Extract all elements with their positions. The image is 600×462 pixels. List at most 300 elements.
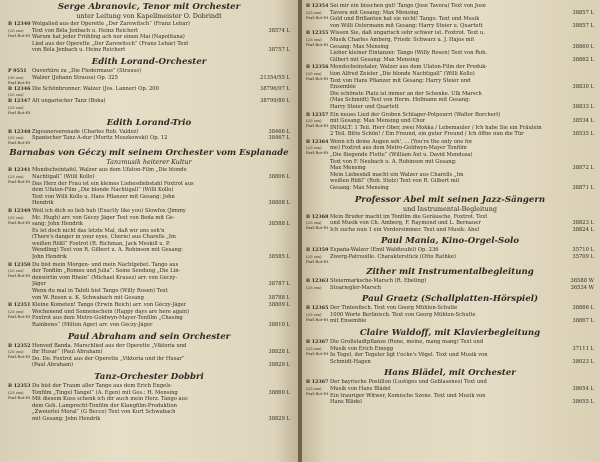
title-line: [330, 220, 594, 227]
title-text: Text von Hans Pflanzer mit Gesang: Harry Steier und: [330, 77, 471, 84]
record-entry: [306, 3, 594, 29]
title-line: [330, 112, 594, 119]
title-text: (Paul Abraham): [32, 362, 74, 369]
matrix-number: 38588 L: [268, 221, 290, 228]
record-titles: [330, 214, 594, 234]
title-line: [330, 318, 594, 325]
title-text: Wolgalied aus der Operette „Der Zarewitsch“ (Franz Lehár): [32, 21, 190, 27]
matrix-number: 38867 L: [572, 318, 594, 325]
title-line: [330, 131, 594, 138]
title-text: Mondscheintafel, Walzer aus dem Ufaton-Film „Die blonde: [32, 167, 187, 174]
matrix-number: [288, 194, 290, 201]
section-title: Edith Lorand-Trio: [106, 117, 192, 128]
record-entry: [8, 98, 290, 115]
record-format: (25 cm): [306, 284, 322, 290]
matrix-number: 38833 L: [572, 103, 594, 110]
matrix-number: [592, 78, 594, 85]
matrix-number: 35709 L: [572, 254, 594, 260]
title-line: [32, 416, 290, 423]
catalog-number: B 12348: [8, 128, 31, 135]
record-entry: [8, 383, 290, 423]
title-text: Musik von Hans Blädel: [330, 385, 391, 392]
matrix-number: [288, 309, 290, 316]
section-title: Edith Lorand-Orchester: [91, 56, 207, 67]
matrix-number: [592, 125, 594, 132]
record-format: (30 cm) Parl.Rot-Et: [8, 74, 31, 85]
matrix-number: [288, 181, 290, 188]
record-titles: [32, 383, 290, 423]
title-text: (Max Schmidt) Text von Herm. Hofmann mit Gesang:: [330, 97, 471, 104]
title-line: [330, 57, 594, 64]
matrix-number: [592, 379, 594, 386]
matrix-number: [592, 30, 594, 37]
title-line: [32, 322, 290, 329]
catalog-column: [306, 139, 330, 192]
record-titles: [330, 64, 594, 110]
title-text: Do. Do. Foxtrot aus der Operette „Viktoria und ihr Husar“: [32, 355, 185, 362]
matrix-number: [288, 21, 290, 28]
matrix-number: [592, 71, 594, 78]
title-text: Mc. Hugh) arr. von Géczy Jäger Text von Beda mit Ge-: [32, 214, 175, 221]
record-format: (25 cm) Parl.Rot-Et: [306, 254, 329, 264]
matrix-number: [592, 152, 594, 159]
matrix-number: 38534 L: [572, 118, 594, 125]
catalog-number: B 12352: [8, 342, 31, 349]
record-format: (25 cm) Parl.Rot-Et: [306, 311, 329, 322]
record-entry: [8, 262, 290, 302]
matrix-number: 38757 L: [268, 47, 290, 54]
title-line: [330, 254, 594, 261]
title-text: denwirtin vom Rhein“ (Michael Krausz) arr. von Géczy-: [32, 274, 178, 281]
record-format: (25 cm) Parl.Rot-Et: [306, 70, 329, 81]
matrix-number: 21354/55 L: [260, 74, 290, 81]
title-line: [330, 44, 594, 51]
matrix-number: 38872 L: [572, 165, 594, 172]
title-text: Die Großstadtpflanze (Rene, meine, mang mang) Text und: [330, 338, 484, 345]
title-line: [32, 34, 290, 41]
record-entry: [8, 129, 290, 146]
catalog-number: B 12341: [8, 167, 31, 174]
title-line: [330, 152, 594, 159]
title-line: [330, 78, 594, 85]
record-titles: [330, 339, 594, 365]
title-line: [330, 165, 594, 172]
title-text: Du bist der Traum aller Tango aus dem Erich Engels-: [32, 382, 173, 389]
matrix-number: 38799/80 L: [260, 98, 290, 105]
catalog-column: [8, 86, 32, 98]
matrix-number: [288, 167, 290, 174]
title-text: Sei mir ein bisschen gut! Tango (José Tavera) Text von José: [330, 3, 486, 9]
title-text: John Hendrik: [32, 254, 68, 261]
right-page-content: [306, 2, 594, 406]
title-line: [330, 139, 594, 146]
matrix-number: [592, 393, 594, 400]
title-line: [330, 30, 594, 37]
record-format: (25 cm) Parl.Rot-Et: [306, 36, 329, 47]
title-line: [32, 281, 290, 288]
matrix-number: 38862 L: [572, 56, 594, 63]
matrix-number: [288, 208, 290, 215]
section-title: Paul Graetz (Schallplatten-Hörspiel): [361, 294, 539, 305]
title-text: Alt ungarischer Tanz (Boka): [32, 98, 106, 105]
record-entry: [306, 278, 594, 291]
title-text: von W. Rosen u. K. Schwabach mit Gesang: [32, 294, 144, 301]
matrix-number: [288, 41, 290, 48]
title-text: dem Ufaton-Film „Die blonde Nachtigall“ (Willi Kollo): [32, 187, 174, 194]
matrix-number: [592, 139, 594, 146]
title-text: Die schönste Platz ist immer an der Schenke. Ulk Marsch: [330, 90, 482, 97]
title-text: 1000 Worte Berlinisch. Text von Georg Mühlen-Schulte: [330, 311, 476, 318]
matrix-number: 38830 L: [572, 84, 594, 91]
title-text: „Zweierlei Moral“ (G Becce) Text von Kurt Schwabach: [32, 409, 176, 416]
catalog-column: [8, 167, 32, 207]
record-entry: [306, 30, 594, 63]
section-title: Serge Abranovic, Tenor mit Orchester: [57, 2, 241, 12]
title-line: [330, 339, 594, 346]
title-text: Wochenend und Sonnenschein (Happy days are here again): [32, 308, 190, 315]
title-line: [32, 309, 290, 316]
right-page: [302, 0, 600, 462]
title-text: Es ist doch nicht das letzte Mal, daß wir uns seh'n: [32, 227, 165, 234]
record-entry: [8, 302, 290, 328]
title-line: [32, 343, 290, 350]
title-text: España-Walzer (Emil Waldteufel) Op. 236: [330, 247, 439, 254]
matrix-number: [288, 343, 290, 350]
title-line: [32, 275, 290, 282]
title-text: Lieber kleiner Eintanzer. Tango (Willy Rosen) Text von Rob.: [330, 50, 488, 57]
matrix-number: 38585 L: [268, 254, 290, 261]
title-line: [330, 178, 594, 185]
title-text: der Tonfilm „Romeo und Julia“. Seine Sendung „Die Lin-: [32, 268, 181, 275]
record-titles: [330, 139, 594, 192]
title-text: weißen Rößl“ Foxtrot (R. Richman, Jack Meskill u. P.: [32, 240, 171, 247]
catalog-column: [8, 343, 32, 369]
title-line: [32, 268, 290, 275]
catalog-number: B 12355: [306, 30, 329, 37]
matrix-number: 38871 L: [572, 185, 594, 192]
matrix-number: [288, 215, 290, 222]
title-text: von Willi Ostermann mit Gesang: Harry Steier u. Quartett: [330, 22, 483, 29]
matrix-number: 38535 L: [572, 131, 594, 138]
catalog-column: [306, 214, 330, 234]
title-text: Schmidt-Hagen: [330, 358, 371, 365]
matrix-number: [592, 178, 594, 185]
title-text: Weil ich dich so lieb hab (Exactly like you) Slowfox (Jimmy: [32, 207, 186, 214]
matrix-number: 38823 L: [572, 220, 594, 227]
title-line: [330, 379, 594, 386]
matrix-number: [592, 50, 594, 57]
record-format: (25 cm) Parl.Rot-Et: [8, 214, 31, 225]
title-text: Text von Willi Kollo u. Hans Pflanzer mit Gesang: John: [32, 193, 175, 200]
catalog-number: B 12363: [306, 278, 329, 284]
title-text: Wenn du mal in Tahiti bist Tango (Willy Rosen) Text: [32, 288, 168, 295]
record-entry: [8, 86, 290, 98]
matrix-number: [288, 356, 290, 363]
section-title: Paul Mania, Kino-Orgel-Solo: [381, 236, 519, 247]
left-page-content: [8, 2, 290, 423]
title-line: [32, 295, 290, 302]
catalog-column: [8, 21, 32, 54]
title-text: Nachtigall“ (Willi Kollo): [32, 173, 95, 180]
title-line: [32, 98, 290, 105]
title-line: [32, 409, 290, 416]
matrix-number: [592, 64, 594, 71]
matrix-number: 38866 L: [572, 305, 594, 312]
title-line: [330, 159, 594, 166]
section-title: Paul Abraham and sein Orchester: [67, 331, 231, 342]
catalog-number: B 12349: [8, 207, 31, 214]
matrix-number: [288, 288, 290, 295]
title-line: [32, 208, 290, 215]
catalog-column: [306, 64, 330, 110]
title-line: [330, 64, 594, 71]
title-line: [330, 247, 594, 254]
section-title: Zither mit Instrumentalbegleitung: [366, 267, 534, 277]
matrix-number: 38654 L: [572, 385, 594, 392]
title-line: [330, 172, 594, 179]
title-text: Max Mensing: [330, 165, 366, 172]
title-text: mit Gesang: John Hendrik: [32, 415, 101, 422]
title-line: [330, 71, 594, 78]
title-text: Wendling) Text von R. Gilbert u. A. Robinson mit Gesang:: [32, 247, 183, 254]
record-format: (25 cm) Parl.Rot-Et: [8, 389, 31, 400]
title-line: [32, 174, 290, 181]
catalog-number: B 12368: [306, 213, 329, 220]
title-line: [330, 91, 594, 98]
record-entry: [306, 379, 594, 405]
title-text: Zigeunerserenade (Charles Rob. Valdez): [32, 128, 139, 135]
title-text: 2 Teil. Bitte Schön! / Ein Freund, ein guter Freund / Ich öffne nun die Tür: [330, 131, 524, 138]
title-text: me) Foxtrot aus dem Metro-Goldwyn-Mayer Tonfilm: [330, 145, 467, 152]
catalog-number: B 12353: [8, 382, 31, 389]
matrix-number: [592, 91, 594, 98]
matrix-number: 37111 L: [572, 345, 594, 352]
matrix-number: [592, 312, 594, 319]
record-titles: [32, 262, 290, 302]
catalog-number: P 9551: [8, 67, 27, 74]
title-text: Mondscheinstaler, Walzer aus dem Ulaton-Film der Produk-: [330, 64, 488, 71]
catalog-column: [306, 112, 330, 138]
section-title: Professor Abel mit seinen Jazz-Sängern: [354, 194, 546, 205]
record-titles: [32, 302, 290, 328]
left-page: [0, 0, 298, 462]
matrix-number: 38860 L: [572, 43, 594, 50]
catalog-column: [306, 305, 330, 325]
catalog-number: B 12347: [8, 98, 31, 105]
matrix-number: 38806 L: [268, 173, 290, 180]
matrix-number: [592, 3, 594, 10]
title-line: [32, 181, 290, 188]
section-title: Claire Waldoff, mit Klavierbegleitung: [359, 327, 541, 338]
matrix-number: [288, 409, 290, 416]
catalog-column: [8, 208, 32, 261]
matrix-number: [592, 214, 594, 221]
matrix-number: 38655 L: [572, 399, 594, 406]
record-format: (25 cm) Parl.Rot-Et: [8, 349, 31, 360]
title-text: und Musik von Ch. Amberg, F. Raymond und L. Bernauer: [330, 220, 481, 227]
title-text: Mein Bruder macht im Tonfilm die Geräusche, Foxtrot. Text: [330, 213, 488, 220]
record-format: (25 cm) Parl.Rot-Et: [306, 118, 329, 129]
record-format: (25 cm) Parl.Rot-Et: [8, 173, 31, 184]
record-format: (25 cm) Parl.Rot-Et: [8, 27, 31, 38]
title-line: [330, 97, 594, 104]
title-text: Wissen Sie, daß ungarisch sehr schwer ist. Foxtrot. Text u.: [330, 30, 485, 37]
matrix-number: [288, 234, 290, 241]
record-titles: [330, 305, 594, 325]
record-entry: [306, 214, 594, 234]
title-line: [330, 185, 594, 192]
title-text: Walzer (Johann Strauss) Op. 325: [32, 74, 118, 81]
title-line: [330, 145, 594, 152]
title-text: Spanischer Tanz A-dur (Moritz Moszkowski) Op. 12: [32, 135, 168, 142]
record-entry: [306, 112, 594, 138]
title-text: mit Gesang: Max Mensing und Chor: [330, 118, 426, 125]
matrix-number: [592, 97, 594, 104]
title-text: Steiermarksche-Marsch (R. Ebeling): [330, 278, 427, 284]
catalog-number: B 12365: [306, 305, 329, 312]
title-line: [330, 305, 594, 312]
title-line: [32, 200, 290, 207]
catalog-column: [306, 379, 330, 405]
title-line: [32, 349, 290, 356]
record-format: (25 cm): [8, 92, 24, 98]
title-line: [330, 399, 594, 406]
record-titles: [330, 379, 594, 405]
matrix-number: [592, 339, 594, 346]
title-line: [32, 247, 290, 254]
record-titles: [330, 112, 594, 138]
title-text: Du bist mein Morgen- und mein Nachtgebet. Tango aus: [32, 261, 179, 268]
title-text: Hendrik: [32, 200, 54, 207]
title-line: [32, 254, 290, 261]
matrix-number: [288, 268, 290, 275]
matrix-number: 38023 L: [572, 358, 594, 365]
matrix-number: 36534 W: [570, 284, 594, 291]
record-entry: [306, 339, 594, 365]
title-text: Ein trauriger Witwer, Komische Szene. Text und Musik von: [330, 392, 486, 399]
title-text: Honved Banda. Marschlied aus der Operette „Viktoria und: [32, 342, 187, 349]
title-line: [32, 262, 290, 269]
title-line: [32, 356, 290, 363]
catalog-number: B 12367: [306, 379, 329, 386]
title-line: [32, 288, 290, 295]
section-title: Hans Blädel, mit Orchester: [384, 368, 516, 379]
record-titles: [32, 21, 290, 54]
record-entry: [8, 68, 290, 85]
title-line: [330, 393, 594, 400]
section-subtitle: unter Leitung von Kapellmeister O. Dobrindt: [76, 12, 222, 20]
matrix-number: 38829 L: [268, 415, 290, 422]
title-text: Text von F. Neubach u. A. Robinson mit Gesang:: [330, 158, 457, 165]
title-line: [330, 352, 594, 359]
title-text: von Béla Jenbach u. Heinz Reichert: [32, 47, 126, 54]
matrix-number: 38809 L: [268, 302, 290, 309]
matrix-number: [288, 241, 290, 248]
matrix-number: 38574 L: [268, 27, 290, 34]
title-line: [32, 215, 290, 222]
record-entry: [8, 167, 290, 207]
matrix-number: 38829 L: [268, 362, 290, 369]
title-text: tion Alfred Zeisler „Die blonde Nachtigall“ (Willi Kollo): [330, 70, 475, 77]
title-text: Kleine Kometen! Tango (Erwin Reich) arr. von Géczy-Jäger: [32, 302, 187, 309]
record-entry: [306, 139, 594, 192]
title-text: Mein Liebesfall macht ein Walzer aus Charells „Im: [330, 171, 464, 178]
catalog-number: B 12340: [8, 21, 31, 27]
title-line: [32, 228, 290, 235]
title-line: [330, 50, 594, 57]
title-line: [330, 37, 594, 44]
title-line: [32, 403, 290, 410]
title-line: [32, 135, 290, 142]
record-titles: [330, 30, 594, 63]
record-entry: [8, 208, 290, 261]
record-titles: [330, 3, 594, 29]
section-subtitle: Tanzmusik heiterer Kultur: [106, 158, 192, 167]
matrix-number: [288, 262, 290, 269]
title-text: Gilbert mit Gesang: Max Mensing: [330, 56, 420, 63]
title-line: [330, 359, 594, 366]
matrix-number: 38828 L: [268, 349, 290, 356]
matrix-number: 35710 L: [572, 247, 594, 254]
record-titles: [32, 343, 290, 369]
title-line: [330, 312, 594, 319]
title-line: [32, 187, 290, 194]
title-line: [32, 21, 290, 28]
record-format: (25 cm) Parl.Rot-Et: [306, 220, 329, 231]
section-title: Barnabas von Géczy mit seinem Orchester vom Esplanade: [9, 148, 289, 159]
title-line: [32, 28, 290, 35]
record-titles: [32, 129, 290, 146]
matrix-number: [288, 396, 290, 403]
catalog-number: B 12346: [8, 85, 31, 92]
title-text: dem Geh. Lamprecht-Tonfilm der Klangfilm-Produktion: [32, 402, 177, 409]
catalog-column: [306, 247, 330, 264]
matrix-number: 38788 L: [268, 294, 290, 301]
catalog-number: B 12350: [8, 261, 31, 268]
title-text: Rainbows“ (Milton Ager) arr. von Géczy-Jäger: [32, 322, 153, 328]
title-text: Jäger: [32, 281, 47, 288]
matrix-number: [592, 159, 594, 166]
catalog-number: B 12357: [306, 111, 329, 118]
matrix-number: [592, 145, 594, 152]
title-text: Mit diesem Kuss schenk ich dir auch mein Herz. Tango aus: [32, 396, 188, 403]
title-line: [32, 86, 290, 93]
title-text: Stoariegler-Marsch: [330, 284, 382, 291]
matrix-number: [288, 247, 290, 254]
title-line: [330, 23, 594, 30]
title-line: [330, 16, 594, 23]
matrix-number: [288, 275, 290, 282]
title-line: [330, 10, 594, 17]
title-text: Gesang: Max Mensing: [330, 185, 389, 192]
title-text: Text von Béla Jenbach u. Heinz Reichert: [32, 27, 139, 34]
section-subtitle: und Instrumental-Begleitung: [403, 204, 497, 213]
title-line: [32, 302, 290, 309]
catalog-column: [8, 262, 32, 302]
record-titles: [32, 98, 290, 115]
record-format: (25 cm) Parl.Rot-Et: [8, 135, 31, 146]
title-line: [32, 129, 290, 136]
record-titles: [32, 68, 290, 85]
record-titles: [330, 247, 594, 264]
record-format: (25 cm) Parl.Rot-Et: [306, 385, 329, 396]
record-entry: [306, 64, 594, 110]
matrix-number: [592, 112, 594, 119]
catalog-column: [306, 3, 330, 29]
title-line: [32, 241, 290, 248]
matrix-number: [288, 315, 290, 322]
title-text: „Die fliegende Flotte“ (William Axt u. David Mendoza): [330, 152, 473, 159]
